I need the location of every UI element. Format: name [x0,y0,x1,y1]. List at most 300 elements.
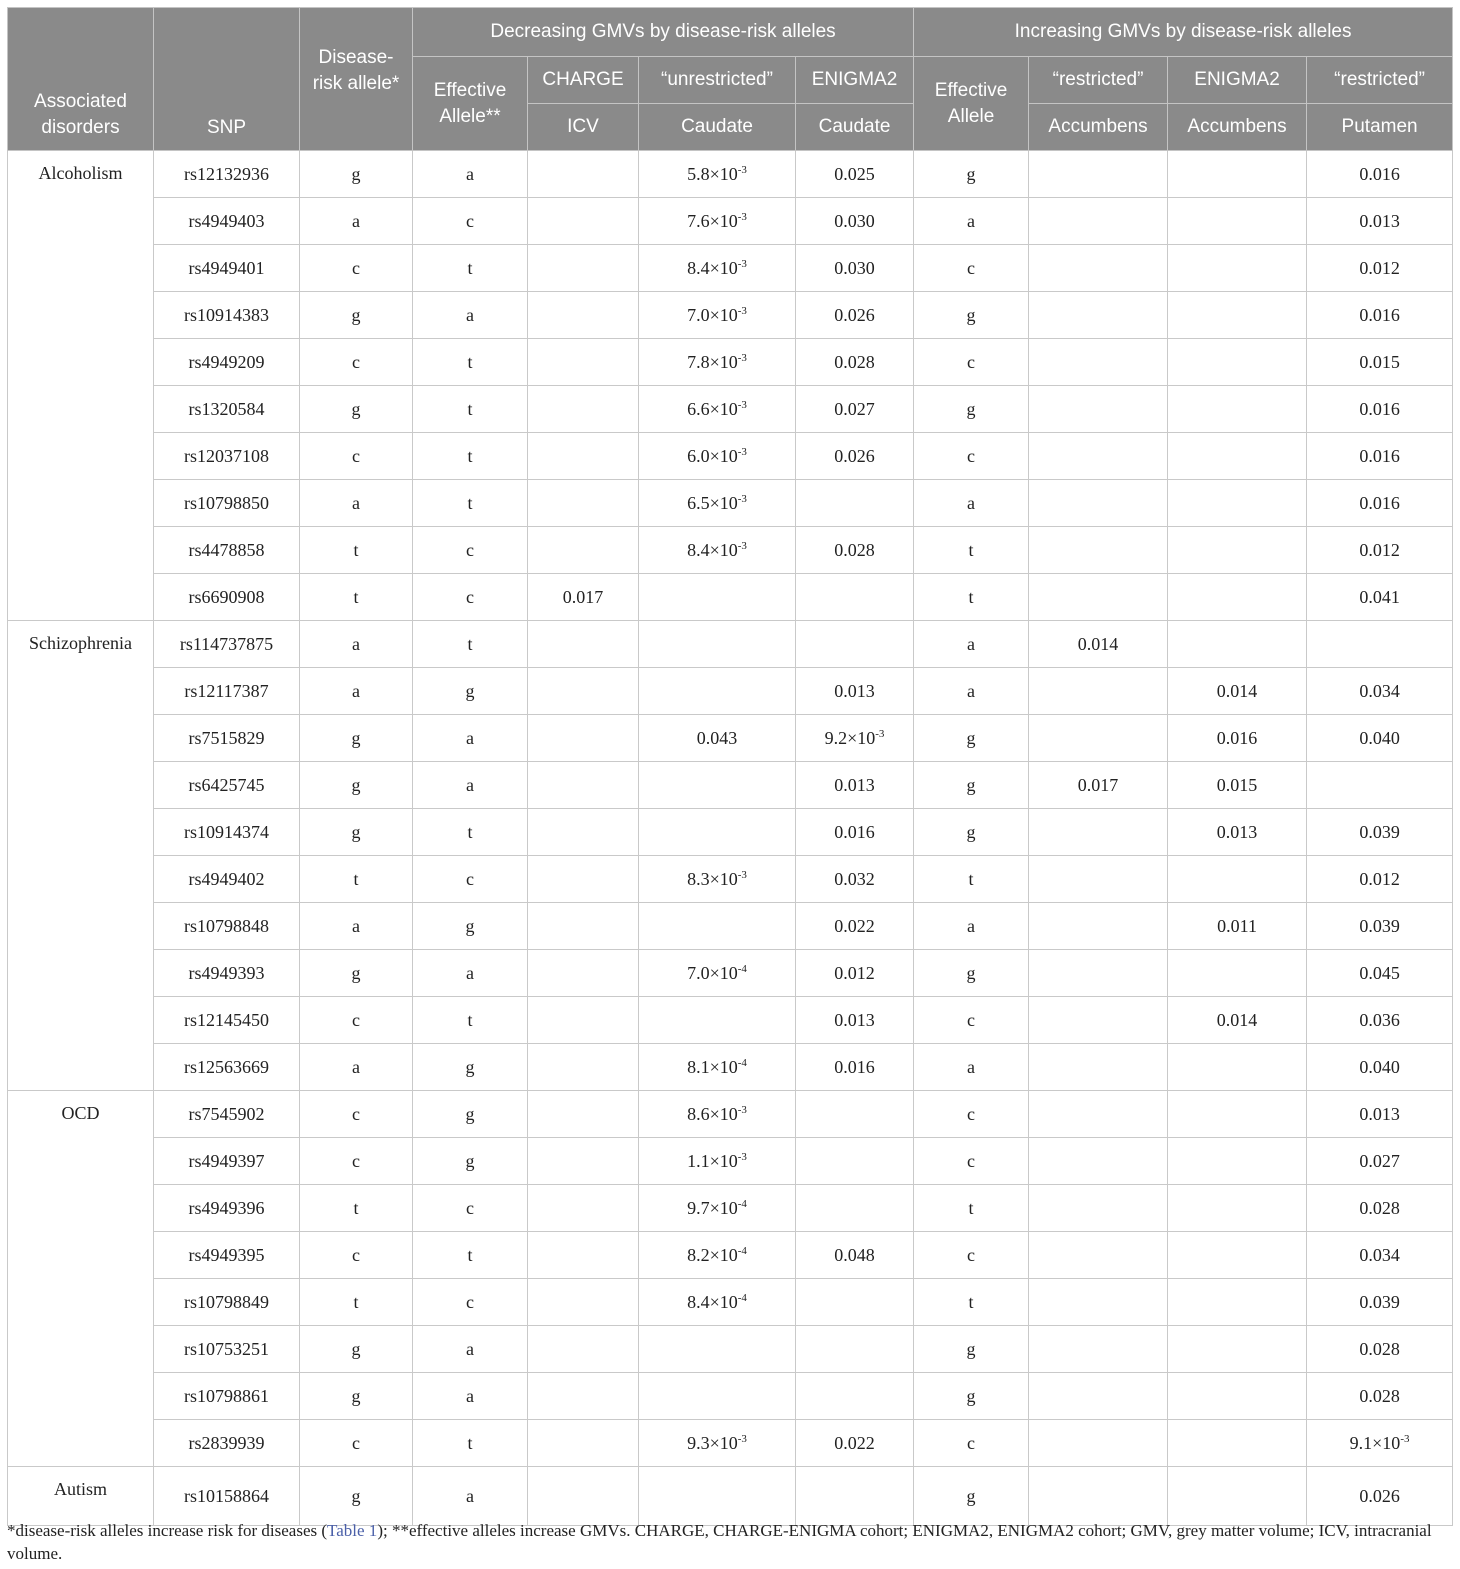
table-row [8,1044,1453,1091]
cell-unres-caudate [639,1326,796,1373]
cell-enigma-caudate [796,1373,914,1420]
cell-eff-inc: c [914,339,1029,386]
cell-icv: 0.017 [528,574,639,621]
table-row [8,1091,1453,1138]
cell-icv [528,762,639,809]
cell-enigma-accumbens [1168,433,1307,480]
header-icv: ICV [528,104,639,151]
cell-eff-dec: c [413,1185,528,1232]
cell-res-putamen: 0.034 [1307,668,1453,715]
cell-enigma-accumbens [1168,1138,1307,1185]
cell-enigma-accumbens [1168,292,1307,339]
cell-enigma-accumbens: 0.015 [1168,762,1307,809]
header-increasing-group: Increasing GMVs by disease-risk alleles [914,8,1453,57]
cell-icv [528,433,639,480]
cell-eff-dec: t [413,386,528,433]
cell-enigma-caudate [796,480,914,527]
cell-enigma-caudate [796,621,914,668]
cell-enigma-accumbens [1168,1091,1307,1138]
cell-eff-dec: c [413,527,528,574]
cell-enigma-caudate [796,1326,914,1373]
cell-enigma-accumbens [1168,1279,1307,1326]
cell-unres-caudate [639,1373,796,1420]
cell-snp: rs10798850 [154,480,300,527]
cell-res-putamen: 0.012 [1307,245,1453,292]
cell-snp: rs6425745 [154,762,300,809]
cell-res-accumbens [1029,1232,1168,1279]
header-unrestricted: “unrestricted” [639,57,796,104]
cell-snp: rs4949402 [154,856,300,903]
header-restricted-putamen: “restricted” [1307,57,1453,104]
cell-icv [528,856,639,903]
cell-res-putamen: 0.016 [1307,480,1453,527]
cell-unres-caudate: $6.5\times 10^{-3}$ [639,480,796,527]
cell-enigma-caudate: 0.022 [796,1420,914,1467]
cell-risk: g [300,809,413,856]
cell-snp: rs12037108 [154,433,300,480]
cell-risk: c [300,1232,413,1279]
table-row [8,433,1453,480]
cell-risk: g [300,1373,413,1420]
table-row [8,386,1453,433]
cell-res-putamen: 0.012 [1307,856,1453,903]
cell-res-accumbens [1029,1467,1168,1526]
cell-res-putamen: 0.016 [1307,386,1453,433]
cell-risk: c [300,1420,413,1467]
cell-snp: rs10914374 [154,809,300,856]
cell-snp: rs10753251 [154,1326,300,1373]
cell-risk: a [300,621,413,668]
table-row [8,245,1453,292]
cell-res-accumbens [1029,292,1168,339]
cell-enigma-caudate [796,1138,914,1185]
cell-eff-inc: a [914,668,1029,715]
cell-icv [528,809,639,856]
cell-enigma-caudate: 0.026 [796,292,914,339]
disorder-cell: Schizophrenia [8,621,154,1091]
footnote-text-before: *disease-risk alleles increase risk for diseases ( [7,1521,328,1540]
cell-eff-dec: a [413,292,528,339]
cell-risk: t [300,856,413,903]
cell-eff-inc: c [914,1091,1029,1138]
snp-gmv-table [7,7,1453,1526]
cell-enigma-accumbens [1168,1044,1307,1091]
cell-icv [528,950,639,997]
cell-res-accumbens: 0.014 [1029,621,1168,668]
cell-eff-dec: t [413,997,528,1044]
cell-eff-dec: a [413,950,528,997]
cell-res-putamen: 0.039 [1307,809,1453,856]
cell-enigma-caudate: 0.013 [796,668,914,715]
cell-enigma-caudate: 0.032 [796,856,914,903]
cell-risk: g [300,386,413,433]
cell-enigma-accumbens [1168,950,1307,997]
cell-eff-dec: g [413,1044,528,1091]
table-row [8,574,1453,621]
cell-res-putamen: 0.041 [1307,574,1453,621]
cell-icv [528,245,639,292]
cell-eff-inc: g [914,762,1029,809]
cell-unres-caudate: $8.4\times 10^{-3}$ [639,527,796,574]
cell-eff-inc: g [914,1373,1029,1420]
cell-snp: rs4949396 [154,1185,300,1232]
cell-enigma-caudate: $9.2\times 10^{-3}$ [796,715,914,762]
cell-snp: rs7515829 [154,715,300,762]
cell-res-accumbens [1029,668,1168,715]
cell-risk: c [300,245,413,292]
cell-res-putamen: 0.027 [1307,1138,1453,1185]
cell-icv [528,1420,639,1467]
cell-icv [528,1373,639,1420]
cell-eff-dec: a [413,1373,528,1420]
cell-snp: rs4949397 [154,1138,300,1185]
cell-unres-caudate: $8.2\times 10^{-4}$ [639,1232,796,1279]
cell-snp: rs10914383 [154,292,300,339]
cell-icv [528,621,639,668]
cell-enigma-accumbens [1168,151,1307,198]
cell-risk: g [300,762,413,809]
header-caudate-unrestricted: Caudate [639,104,796,151]
table-row [8,527,1453,574]
cell-snp: rs12563669 [154,1044,300,1091]
cell-res-accumbens [1029,527,1168,574]
cell-unres-caudate: $5.8\times 10^{-3}$ [639,151,796,198]
cell-eff-inc: c [914,1420,1029,1467]
cell-eff-dec: a [413,715,528,762]
cell-res-putamen: 0.016 [1307,433,1453,480]
cell-enigma-accumbens: 0.011 [1168,903,1307,950]
header-enigma2-decreasing: ENIGMA2 [796,57,914,104]
cell-risk: g [300,1467,413,1526]
cell-icv [528,198,639,245]
cell-enigma-accumbens [1168,339,1307,386]
cell-risk: g [300,151,413,198]
cell-unres-caudate [639,997,796,1044]
cell-enigma-accumbens: 0.013 [1168,809,1307,856]
cell-unres-caudate [639,668,796,715]
cell-res-putamen: 0.028 [1307,1373,1453,1420]
cell-icv [528,151,639,198]
cell-res-putamen: 0.026 [1307,1467,1453,1526]
cell-enigma-caudate: 0.026 [796,433,914,480]
header-snp: SNP [154,8,300,151]
cell-icv [528,668,639,715]
cell-res-accumbens [1029,856,1168,903]
cell-risk: a [300,480,413,527]
cell-unres-caudate: $9.3\times 10^{-3}$ [639,1420,796,1467]
cell-risk: c [300,339,413,386]
cell-icv [528,1232,639,1279]
header-disease-risk-allele: Disease-risk allele* [300,8,413,151]
cell-res-accumbens [1029,903,1168,950]
cell-enigma-accumbens [1168,1467,1307,1526]
cell-risk: c [300,1091,413,1138]
cell-enigma-caudate: 0.013 [796,762,914,809]
header-decreasing-group: Decreasing GMVs by disease-risk alleles [413,8,914,57]
cell-snp: rs12132936 [154,151,300,198]
cell-icv [528,1185,639,1232]
disorder-cell: Autism [8,1467,154,1526]
cell-res-accumbens [1029,1185,1168,1232]
table-row [8,621,1453,668]
cell-res-accumbens [1029,151,1168,198]
disorder-cell: Alcoholism [8,151,154,621]
cell-unres-caudate: $1.1\times 10^{-3}$ [639,1138,796,1185]
cell-enigma-accumbens [1168,856,1307,903]
table-row [8,762,1453,809]
cell-res-putamen: 0.040 [1307,715,1453,762]
cell-risk: c [300,997,413,1044]
cell-unres-caudate: $8.4\times 10^{-4}$ [639,1279,796,1326]
cell-enigma-accumbens [1168,1185,1307,1232]
cell-eff-inc: t [914,856,1029,903]
cell-unres-caudate: $7.0\times 10^{-3}$ [639,292,796,339]
cell-eff-inc: t [914,574,1029,621]
cell-risk: c [300,433,413,480]
cell-res-accumbens [1029,480,1168,527]
cell-res-putamen: 0.028 [1307,1326,1453,1373]
header-charge: CHARGE [528,57,639,104]
cell-snp: rs10158864 [154,1467,300,1526]
cell-eff-dec: a [413,762,528,809]
footnote-text-after: ); **effective alleles increase GMVs. CHARGE, CHARGE-ENIGMA cohort; ENIGMA2, ENIGMA2 cohort; GMV, grey matter volume; ICV, intracranial volume. [7,1521,1432,1563]
table-body [8,151,1453,1526]
cell-risk: t [300,527,413,574]
cell-unres-caudate [639,621,796,668]
cell-enigma-accumbens [1168,386,1307,433]
table-row [8,1279,1453,1326]
cell-icv [528,1279,639,1326]
cell-enigma-caudate: 0.028 [796,527,914,574]
cell-snp: rs4478858 [154,527,300,574]
cell-unres-caudate: $8.3\times 10^{-3}$ [639,856,796,903]
cell-enigma-caudate [796,1467,914,1526]
cell-res-putamen: 0.039 [1307,903,1453,950]
cell-enigma-caudate: 0.048 [796,1232,914,1279]
cell-eff-dec: c [413,856,528,903]
cell-res-accumbens [1029,1279,1168,1326]
cell-enigma-accumbens [1168,198,1307,245]
cell-eff-dec: t [413,245,528,292]
cell-eff-inc: g [914,809,1029,856]
cell-risk: g [300,292,413,339]
cell-icv [528,339,639,386]
cell-eff-dec: a [413,1467,528,1526]
cell-unres-caudate: $7.0\times 10^{-4}$ [639,950,796,997]
cell-risk: g [300,950,413,997]
cell-risk: a [300,903,413,950]
cell-eff-dec: c [413,574,528,621]
cell-enigma-accumbens [1168,1420,1307,1467]
cell-eff-inc: g [914,950,1029,997]
cell-res-accumbens [1029,950,1168,997]
cell-res-accumbens [1029,339,1168,386]
disorder-cell: OCD [8,1091,154,1467]
header-caudate-enigma2: Caudate [796,104,914,151]
cell-snp: rs7545902 [154,1091,300,1138]
header-enigma2-increasing: ENIGMA2 [1168,57,1307,104]
cell-snp: rs10798848 [154,903,300,950]
cell-icv [528,997,639,1044]
cell-eff-inc: a [914,198,1029,245]
cell-risk: c [300,1138,413,1185]
cell-eff-dec: g [413,1138,528,1185]
cell-eff-dec: g [413,668,528,715]
table-row [8,1232,1453,1279]
cell-risk: a [300,198,413,245]
cell-risk: a [300,1044,413,1091]
cell-enigma-accumbens [1168,574,1307,621]
cell-res-accumbens [1029,1373,1168,1420]
cell-snp: rs1320584 [154,386,300,433]
table-row [8,668,1453,715]
cell-enigma-accumbens [1168,1373,1307,1420]
cell-icv [528,527,639,574]
table-row [8,1326,1453,1373]
cell-res-putamen: 0.039 [1307,1279,1453,1326]
cell-snp: rs4949403 [154,198,300,245]
cell-snp: rs10798849 [154,1279,300,1326]
table-row [8,950,1453,997]
cell-icv [528,480,639,527]
cell-eff-dec: g [413,903,528,950]
table-row [8,1373,1453,1420]
cell-risk: t [300,1279,413,1326]
cell-eff-inc: g [914,292,1029,339]
cell-eff-dec: t [413,621,528,668]
cell-unres-caudate: 0.043 [639,715,796,762]
cell-res-accumbens [1029,386,1168,433]
cell-enigma-accumbens: 0.016 [1168,715,1307,762]
cell-enigma-accumbens [1168,480,1307,527]
cell-res-putamen [1307,621,1453,668]
cell-res-putamen: 0.034 [1307,1232,1453,1279]
header-effective-allele-increasing: Effective Allele [914,57,1029,151]
cell-enigma-caudate: 0.027 [796,386,914,433]
cell-eff-dec: a [413,1326,528,1373]
table-footnote [7,1519,1455,1565]
cell-res-accumbens [1029,433,1168,480]
table-row [8,292,1453,339]
cell-snp: rs114737875 [154,621,300,668]
cell-res-putamen: 0.013 [1307,1091,1453,1138]
header-putamen: Putamen [1307,104,1453,151]
cell-snp: rs6690908 [154,574,300,621]
cell-enigma-accumbens [1168,245,1307,292]
table-row [8,903,1453,950]
cell-enigma-accumbens [1168,1326,1307,1373]
cell-eff-inc: a [914,903,1029,950]
cell-res-accumbens [1029,1420,1168,1467]
cell-enigma-caudate: 0.012 [796,950,914,997]
table-row [8,856,1453,903]
cell-enigma-caudate: 0.028 [796,339,914,386]
table-row [8,339,1453,386]
cell-snp: rs4949209 [154,339,300,386]
table-row [8,198,1453,245]
cell-enigma-caudate: 0.030 [796,245,914,292]
cell-res-putamen: 0.016 [1307,292,1453,339]
cell-icv [528,1138,639,1185]
cell-unres-caudate: $8.1\times 10^{-4}$ [639,1044,796,1091]
cell-snp: rs12145450 [154,997,300,1044]
table-row [8,997,1453,1044]
cell-unres-caudate [639,903,796,950]
table-row [8,715,1453,762]
cell-eff-inc: a [914,480,1029,527]
cell-res-putamen: 0.028 [1307,1185,1453,1232]
cell-icv [528,715,639,762]
footnote-table-link[interactable]: Table 1 [327,1521,378,1540]
header-accumbens-restricted: Accumbens [1029,104,1168,151]
cell-enigma-caudate: 0.013 [796,997,914,1044]
cell-eff-inc: c [914,245,1029,292]
table-row [8,809,1453,856]
table-row [8,480,1453,527]
cell-unres-caudate: $6.0\times 10^{-3}$ [639,433,796,480]
table-row [8,1138,1453,1185]
cell-icv [528,903,639,950]
cell-res-accumbens [1029,715,1168,762]
table-header [8,8,1453,151]
cell-eff-dec: c [413,198,528,245]
cell-eff-inc: g [914,715,1029,762]
cell-enigma-caudate: 0.022 [796,903,914,950]
cell-unres-caudate: $8.6\times 10^{-3}$ [639,1091,796,1138]
cell-unres-caudate: $7.8\times 10^{-3}$ [639,339,796,386]
cell-res-putamen: 0.016 [1307,151,1453,198]
cell-snp: rs2839939 [154,1420,300,1467]
cell-snp: rs4949393 [154,950,300,997]
cell-eff-dec: t [413,339,528,386]
cell-enigma-caudate [796,1091,914,1138]
cell-icv [528,292,639,339]
cell-snp: rs4949395 [154,1232,300,1279]
cell-res-accumbens [1029,1326,1168,1373]
cell-snp: rs12117387 [154,668,300,715]
cell-enigma-accumbens [1168,621,1307,668]
cell-snp: rs10798861 [154,1373,300,1420]
cell-eff-dec: g [413,1091,528,1138]
cell-unres-caudate: $9.7\times 10^{-4}$ [639,1185,796,1232]
cell-snp: rs4949401 [154,245,300,292]
cell-eff-dec: t [413,1232,528,1279]
cell-unres-caudate [639,762,796,809]
cell-res-accumbens [1029,198,1168,245]
cell-eff-inc: c [914,1232,1029,1279]
cell-enigma-accumbens [1168,527,1307,574]
cell-eff-inc: c [914,433,1029,480]
cell-enigma-caudate: 0.025 [796,151,914,198]
cell-icv [528,1091,639,1138]
table-row [8,151,1453,198]
cell-res-accumbens [1029,1138,1168,1185]
cell-unres-caudate: $7.6\times 10^{-3}$ [639,198,796,245]
cell-icv [528,1326,639,1373]
cell-enigma-caudate: 0.016 [796,809,914,856]
header-associated-disorders: Associated disorders [8,8,154,151]
cell-eff-dec: t [413,1420,528,1467]
cell-eff-inc: t [914,1185,1029,1232]
cell-icv [528,1044,639,1091]
cell-eff-inc: g [914,386,1029,433]
cell-res-putamen: 0.013 [1307,198,1453,245]
cell-res-putamen: 0.015 [1307,339,1453,386]
cell-res-putamen: 0.045 [1307,950,1453,997]
cell-unres-caudate [639,809,796,856]
table-row [8,1420,1453,1467]
cell-risk: t [300,574,413,621]
